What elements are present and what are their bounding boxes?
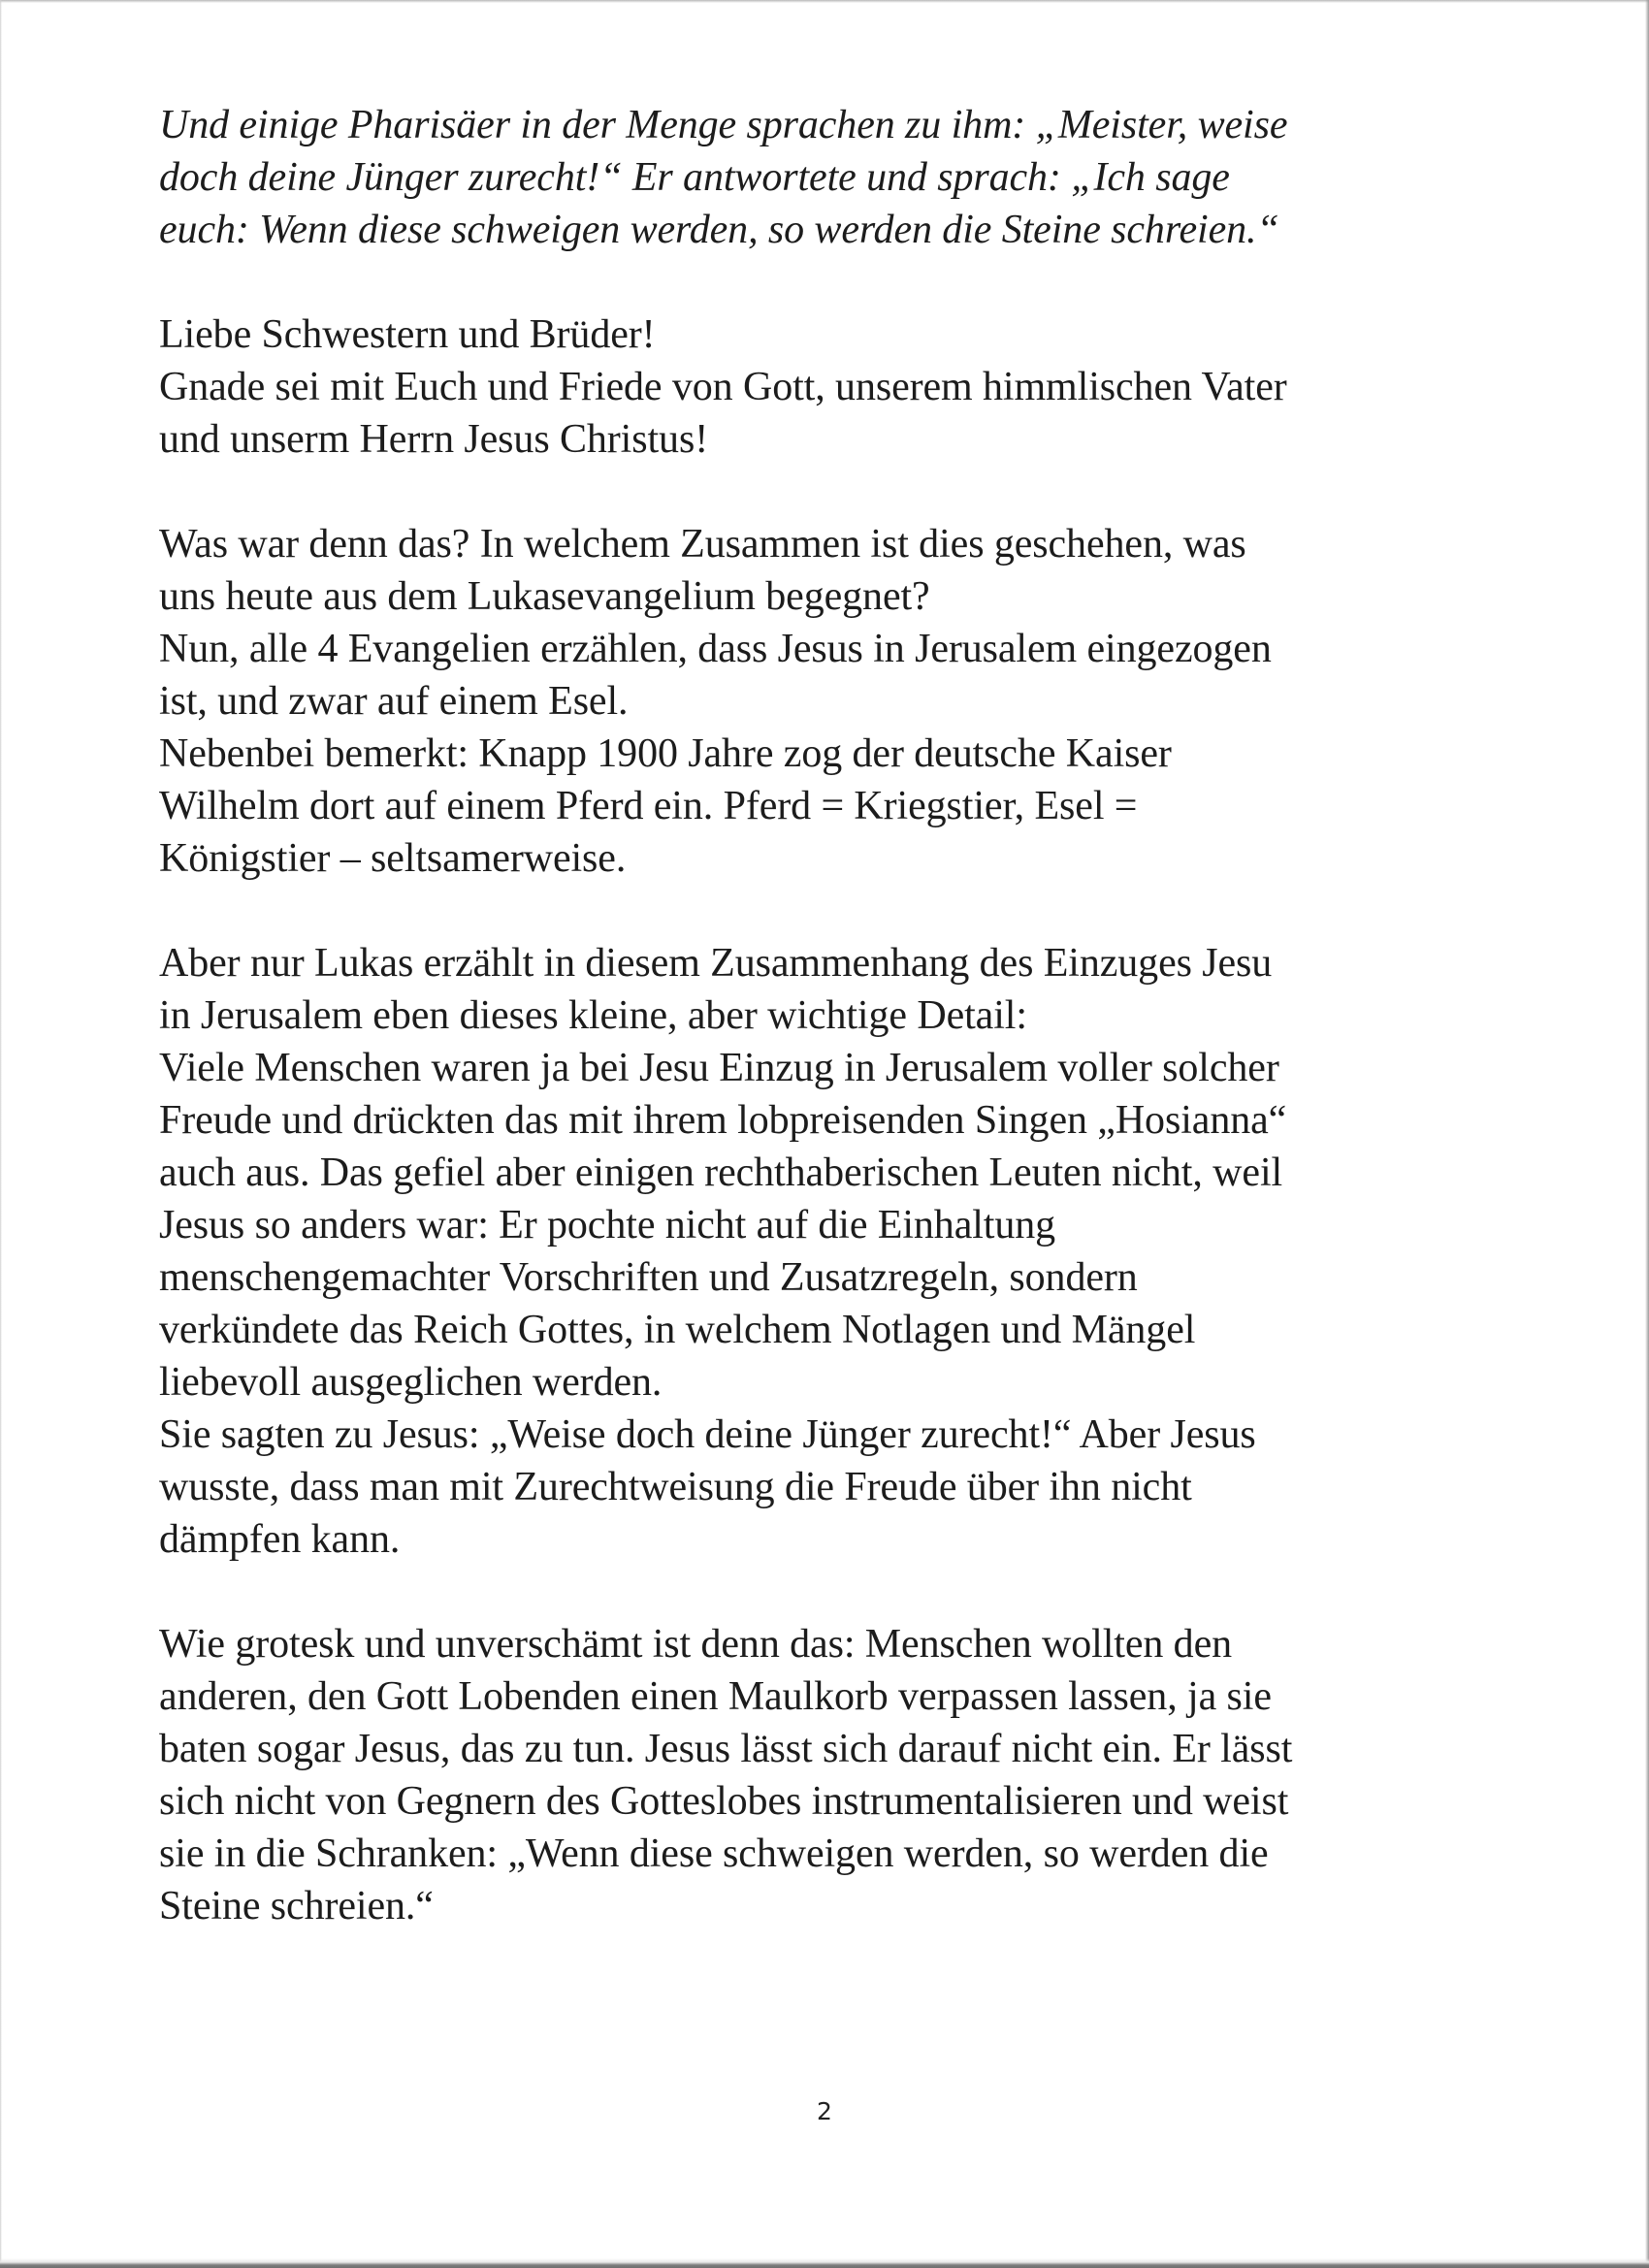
text-line: auch aus. Das gefiel aber einigen rechthaberischen Leuten nicht, weil [159, 1150, 1283, 1195]
text-line: Königstier – seltsamerweise. [159, 836, 627, 881]
text-line: wusste, dass man mit Zurechtweisung die Freude über ihn nicht [159, 1465, 1192, 1509]
text-line: Was war denn das? In welchem Zusammen ist dies geschehen, was [159, 522, 1246, 567]
scan-edge-left [0, 0, 2, 2268]
scan-edge-right [1645, 0, 1649, 2268]
text-line: Wilhelm dort auf einem Pferd ein. Pferd = Kriegstier, Esel = [159, 784, 1138, 828]
text-line: Sie sagten zu Jesus: „Weise doch deine Jünger zurecht!“ Aber Jesus [159, 1412, 1256, 1457]
sermon-text [159, 99, 1536, 1985]
text-line: in Jerusalem eben dieses kleine, aber wichtige Detail: [159, 993, 1027, 1038]
text-line: Nun, alle 4 Evangelien erzählen, dass Jesus in Jerusalem eingezogen [159, 627, 1272, 671]
scan-edge-top [0, 0, 1649, 3]
text-line: sie in die Schranken: „Wenn diese schweigen werden, so werden die [159, 1831, 1269, 1876]
scripture-quote-paragraph [159, 99, 1536, 256]
text-line: baten sogar Jesus, das zu tun. Jesus lässt sich darauf nicht ein. Er lässt [159, 1727, 1293, 1771]
text-line: Aber nur Lukas erzählt in diesem Zusammenhang des Einzuges Jesu [159, 941, 1273, 986]
text-line: menschengemachter Vorschriften und Zusatzregeln, sondern [159, 1255, 1138, 1300]
lukas-detail-paragraph [159, 937, 1536, 1566]
text-line: Jesus so anders war: Er pochte nicht auf die Einhaltung [159, 1203, 1056, 1247]
text-line: Steine schreien.“ [159, 1884, 434, 1928]
text-line: ist, und zwar auf einem Esel. [159, 679, 629, 724]
text-line: Liebe Schwestern und Brüder! [159, 312, 656, 357]
text-line: uns heute aus dem Lukasevangelium begegnet? [159, 574, 930, 619]
text-line: liebevoll ausgeglichen werden. [159, 1360, 663, 1405]
text-line: Freude und drückten das mit ihrem lobpreisenden Singen „Hosianna“ [159, 1098, 1287, 1143]
page-number: 2 [817, 2097, 832, 2125]
greeting-paragraph [159, 308, 1536, 466]
text-line: sich nicht von Gegnern des Gotteslobes instrumentalisieren und weist [159, 1779, 1289, 1824]
text-line: anderen, den Gott Lobenden einen Maulkorb verpassen lassen, ja sie [159, 1674, 1272, 1719]
scan-edge-bottom [0, 2258, 1649, 2268]
text-line: und unserm Herrn Jesus Christus! [159, 417, 709, 462]
text-line: Und einige Pharisäer in der Menge sprachen zu ihm: „Meister, weise [159, 103, 1288, 147]
text-line: Wie grotesk und unverschämt ist denn das: Menschen wollten den [159, 1622, 1233, 1667]
text-line: Viele Menschen waren ja bei Jesu Einzug in Jerusalem voller solcher [159, 1046, 1279, 1090]
context-paragraph [159, 518, 1536, 885]
text-line: Gnade sei mit Euch und Friede von Gott, unserem himmlischen Vater [159, 365, 1287, 409]
text-line: dämpfen kann. [159, 1517, 401, 1562]
text-line: euch: Wenn diese schweigen werden, so werden die Steine schreien.“ [159, 208, 1279, 252]
text-line: Nebenbei bemerkt: Knapp 1900 Jahre zog der deutsche Kaiser [159, 731, 1172, 776]
text-line: verkündete das Reich Gottes, in welchem Notlagen und Mängel [159, 1308, 1196, 1352]
text-line: doch deine Jünger zurecht!“ Er antwortete und sprach: „Ich sage [159, 155, 1230, 200]
closing-paragraph [159, 1618, 1536, 1932]
